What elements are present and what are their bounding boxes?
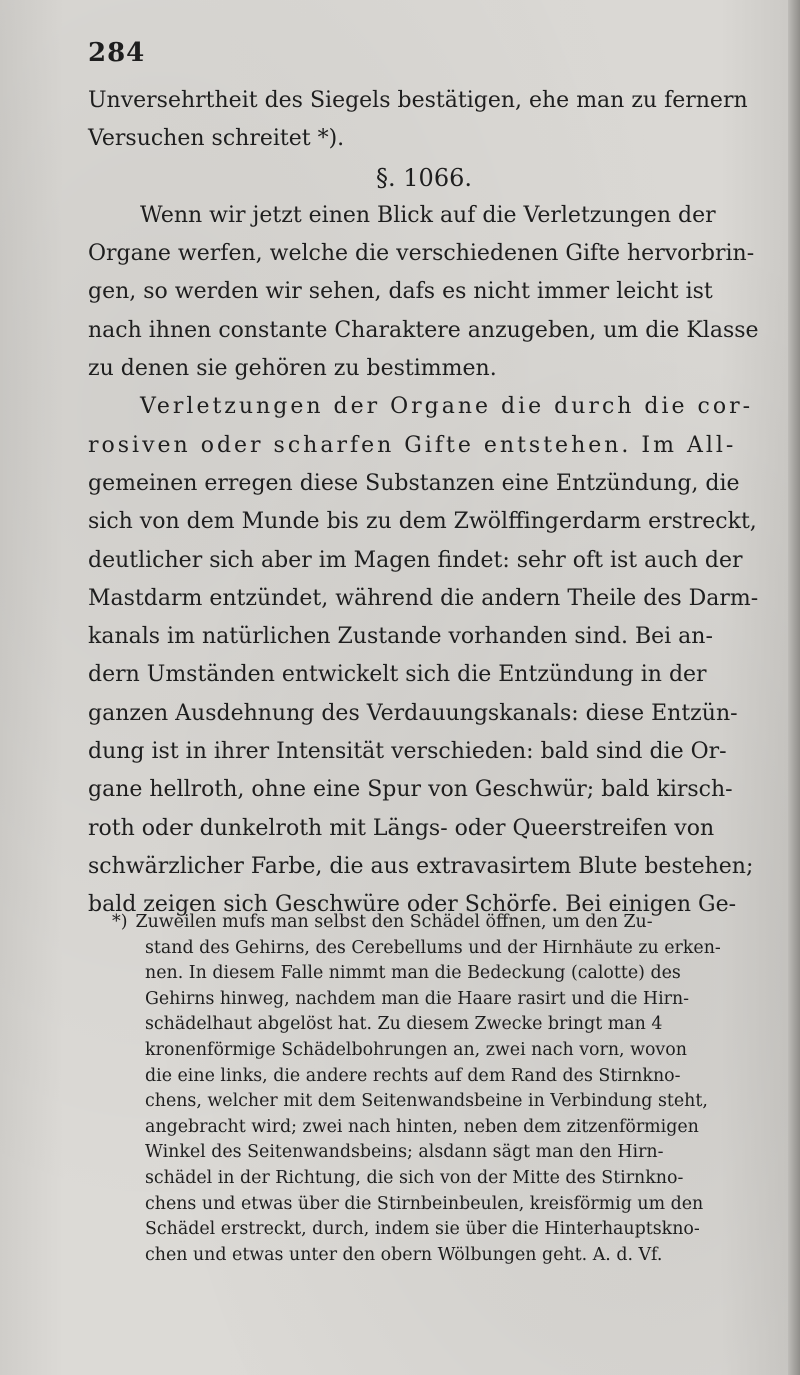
footnote-line: angebracht wird; zwei nach hinten, neben dem zitzenförmigen xyxy=(145,1116,699,1137)
text-line: Versuchen schreitet *). xyxy=(88,126,345,152)
text-line: bald zeigen sich Geschwüre oder Schörfe. Bei einigen Ge- xyxy=(88,892,737,918)
text-line: dern Umständen entwickelt sich die Entzündung in der xyxy=(88,662,707,688)
text-line: zu denen sie gehören zu bestimmen. xyxy=(88,356,497,382)
text-line: schwärzlicher Farbe, die aus extravasirtem Blute bestehen; xyxy=(88,853,754,879)
footnote-line: Winkel des Seitenwandsbeins; alsdann sägt man den Hirn- xyxy=(145,1142,664,1163)
text-line: gen, so werden wir sehen, dafs es nicht immer leicht ist xyxy=(88,279,713,305)
section-heading: §. 1066. xyxy=(376,163,472,192)
footnote-line: chen und etwas unter den obern Wölbungen geht. A. d. Vf. xyxy=(145,1244,663,1265)
text-line: deutlicher sich aber im Magen findet: sehr oft ist auch der xyxy=(88,547,743,573)
text-line: gane hellroth, ohne eine Spur von Geschwür; bald kirsch- xyxy=(88,777,733,803)
text-line: kanals im natürlichen Zustande vorhanden sind. Bei an- xyxy=(88,624,713,650)
footnote-line: *) Zuweilen mufs man selbst den Schädel öffnen, um den Zu- xyxy=(112,910,764,936)
text-line: ganzen Ausdehnung des Verdauungskanals: diese Entzün- xyxy=(88,700,738,726)
footnote-line: kronenförmige Schädelbohrungen an, zwei nach vorn, wovon xyxy=(145,1039,687,1060)
text-line: dung ist in ihrer Intensität verschieden: bald sind die Or- xyxy=(88,739,727,765)
footnote-line: die eine links, die andere rechts auf dem Rand des Stirnkno- xyxy=(145,1065,681,1086)
footnote-line: chens und etwas über die Stirnbeinbeulen, kreisförmig um den xyxy=(145,1193,704,1214)
footnote-marker: *) xyxy=(112,912,128,932)
footnote-line: Gehirns hinweg, nachdem man die Haare rasirt und die Hirn- xyxy=(145,988,690,1009)
text-line: roth oder dunkelroth mit Längs- oder Queerstreifen von xyxy=(88,815,715,841)
text-line: Mastdarm entzündet, während die andern Theile des Darm- xyxy=(88,585,759,611)
footnote-line: nen. In diesem Falle nimmt man die Bedeckung (calotte) des xyxy=(145,963,681,984)
text-line: gemeinen erregen diese Substanzen eine Entzündung, die xyxy=(88,470,740,496)
page-edge-shadow xyxy=(788,0,800,1375)
text-line: rosiven oder scharfen Gifte entstehen. Im All- xyxy=(88,432,737,458)
text-line: Wenn wir jetzt einen Blick auf die Verletzungen der xyxy=(140,202,716,228)
footnote-line: schädelhaut abgelöst hat. Zu diesem Zwecke bringt man 4 xyxy=(145,1014,663,1035)
main-text xyxy=(88,82,760,925)
page-number: 284 xyxy=(88,38,146,68)
footnote-line: stand des Gehirns, des Cerebellums und der Hirnhäute zu erken- xyxy=(145,937,721,958)
text-line: nach ihnen constante Charaktere anzugeben, um die Klasse xyxy=(88,317,759,343)
text-line: sich von dem Munde bis zu dem Zwölffingerdarm erstreckt, xyxy=(88,509,757,535)
footnote-line: chens, welcher mit dem Seitenwandsbeine in Verbindung steht, xyxy=(145,1091,708,1112)
text-line: Organe werfen, welche die verschiedenen Gifte hervorbrin- xyxy=(88,241,755,267)
footnote-line: Schädel erstreckt, durch, indem sie über die Hinterhauptskno- xyxy=(145,1219,700,1240)
footnote-line: schädel in der Richtung, die sich von der Mitte des Stirnkno- xyxy=(145,1167,684,1188)
footnote xyxy=(112,910,764,1268)
text-line: Unversehrtheit des Siegels bestätigen, ehe man zu fernern xyxy=(88,88,748,113)
text-line: Verletzungen der Organe die durch die cor- xyxy=(140,394,754,420)
